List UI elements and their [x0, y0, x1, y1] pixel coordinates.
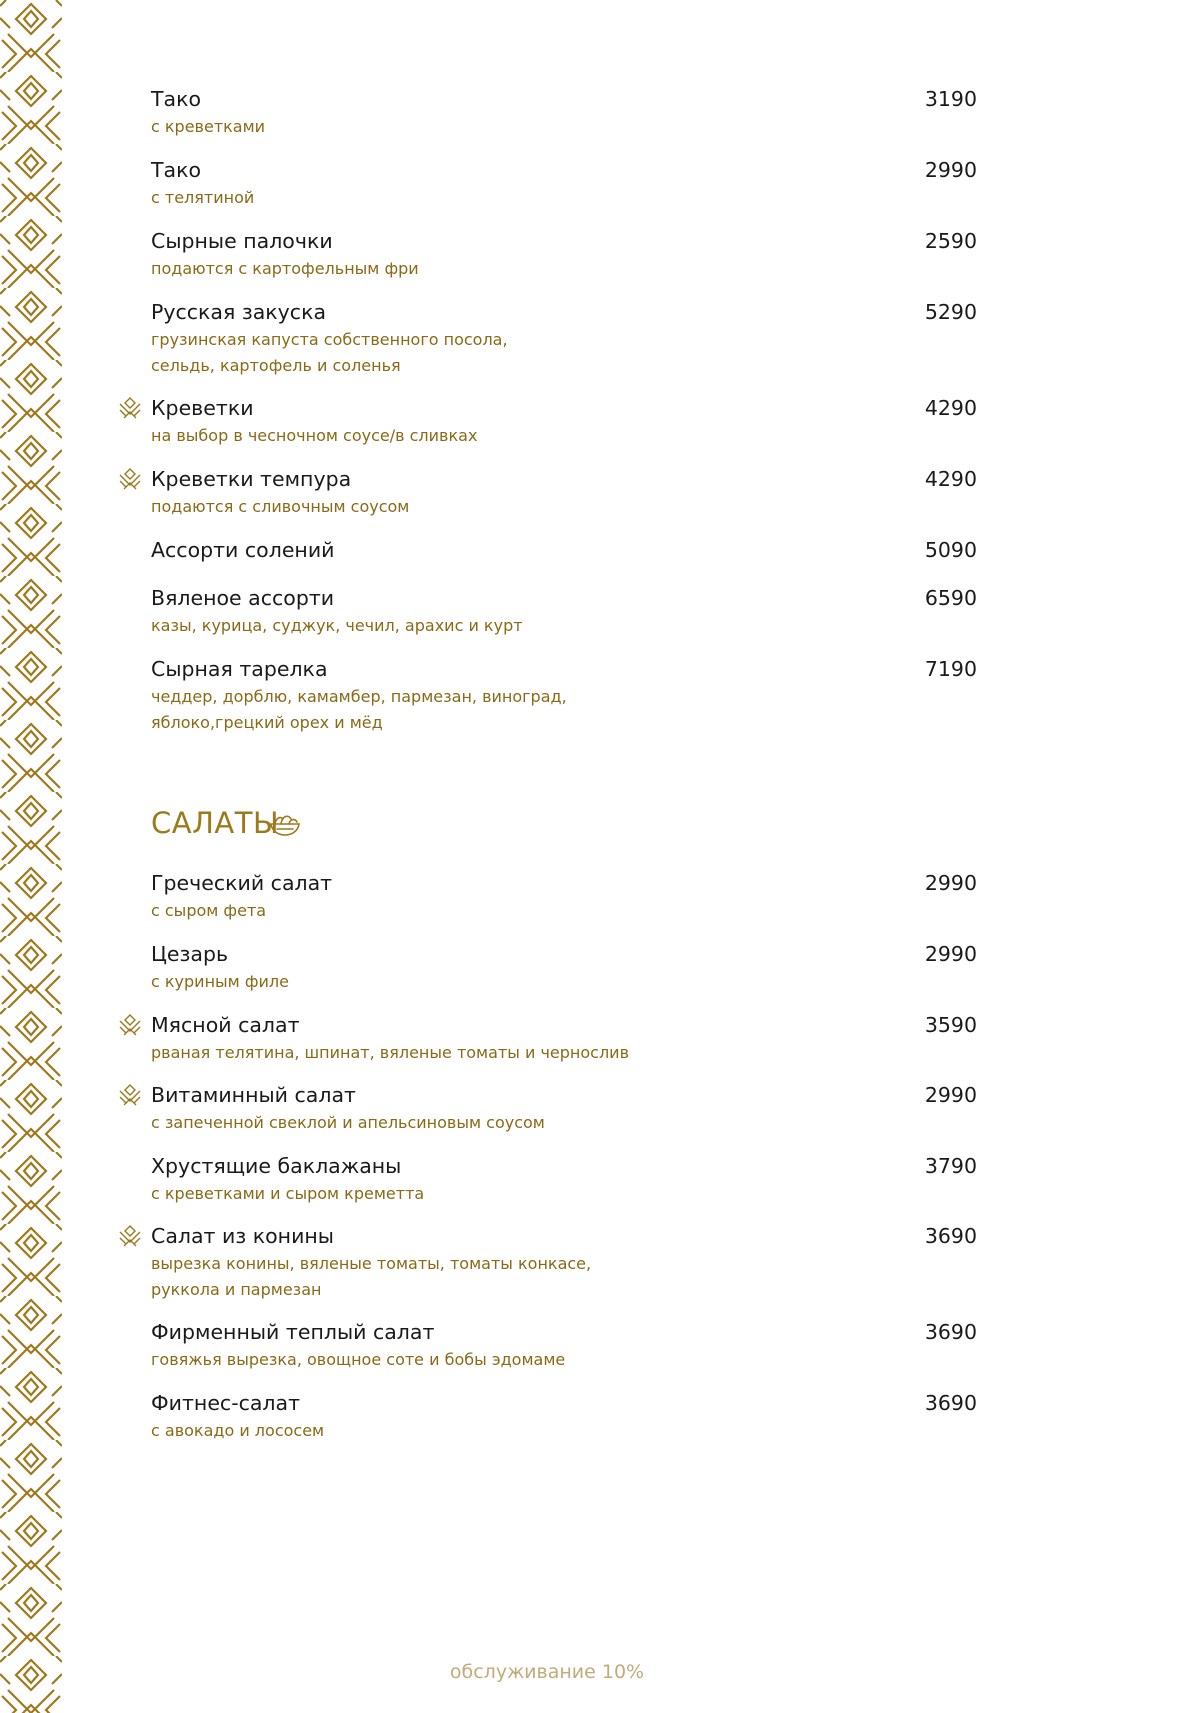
dish-price: 3190	[924, 87, 977, 111]
dish-price: 5290	[924, 300, 977, 324]
salad-bowl-icon	[268, 809, 302, 837]
dish-price: 2990	[924, 158, 977, 182]
signature-dish-icon	[118, 1013, 142, 1037]
dish-name: Витаминный салат	[151, 1083, 356, 1107]
dish-description: казы, курица, суджук, чечил, арахис и курт	[151, 616, 523, 635]
dish-name: Салат из конины	[151, 1224, 334, 1248]
dish-description: с сыром фета	[151, 901, 267, 920]
dish-description: вырезка конины, вяленые томаты, томаты конкасе, руккола и пармезан	[151, 1254, 592, 1299]
dish-price: 7190	[924, 657, 977, 681]
dish-name: Фитнес-салат	[151, 1391, 301, 1415]
dish-description: подаются с сливочным соусом	[151, 497, 410, 516]
signature-dish-icon	[118, 1224, 142, 1248]
dish-name: Креветки темпура	[151, 467, 352, 491]
dish-description: с куриным филе	[151, 972, 289, 991]
dish-name: Сырная тарелка	[151, 657, 328, 681]
dish-price: 3790	[924, 1154, 977, 1178]
dish-name: Тако	[151, 87, 202, 111]
dish-name: Фирменный теплый салат	[151, 1320, 435, 1344]
dish-price: 3590	[924, 1013, 977, 1037]
dish-description: с запеченной свеклой и апельсиновым соусом	[151, 1113, 545, 1132]
dish-description: чеддер, дорблю, камамбер, пармезан, виноград, яблоко,грецкий орех и мёд	[151, 687, 567, 732]
dish-price: 3690	[924, 1391, 977, 1415]
dish-name: Русская закуска	[151, 300, 327, 324]
signature-dish-icon	[118, 1083, 142, 1107]
dish-description: рваная телятина, шпинат, вяленые томаты и чернослив	[151, 1043, 630, 1062]
dish-description: с креветками и сыром креметта	[151, 1184, 425, 1203]
dish-price: 3690	[924, 1320, 977, 1344]
dish-price: 2590	[924, 229, 977, 253]
signature-dish-icon	[118, 396, 142, 420]
service-charge-text: обслуживание 10%	[449, 1661, 645, 1683]
signature-dish-icon	[118, 467, 142, 491]
dish-name: Тако	[151, 158, 202, 182]
dish-description: с авокадо и лососем	[151, 1421, 325, 1440]
dish-name: Хрустящие баклажаны	[151, 1154, 402, 1178]
dish-name: Греческий салат	[151, 871, 333, 895]
dish-name: Креветки	[151, 396, 254, 420]
dish-name: Вяленое ассорти	[151, 586, 335, 610]
dish-price: 2990	[924, 1083, 977, 1107]
dish-price: 4290	[924, 467, 977, 491]
dish-price: 4290	[924, 396, 977, 420]
service-charge-note	[0, 1661, 1182, 1683]
dish-name: Ассорти солений	[151, 538, 335, 562]
section-title-salads: САЛАТЫ	[151, 806, 280, 840]
dish-price: 3690	[924, 1224, 977, 1248]
ornament-border	[0, 0, 62, 1713]
dish-name: Мясной салат	[151, 1013, 300, 1037]
dish-description: с телятиной	[151, 188, 255, 207]
dish-name: Сырные палочки	[151, 229, 333, 253]
dish-price: 6590	[924, 586, 977, 610]
dish-name: Цезарь	[151, 942, 229, 966]
dish-price: 2990	[924, 942, 977, 966]
dish-price: 5090	[924, 538, 977, 562]
dish-description: грузинская капуста собственного посола, сельдь, картофель и соленья	[151, 330, 508, 375]
dish-price: 2990	[924, 871, 977, 895]
dish-description: на выбор в чесночном соусе/в сливках	[151, 426, 478, 445]
dish-description: с креветками	[151, 117, 266, 136]
dish-description: говяжья вырезка, овощное соте и бобы эдомаме	[151, 1350, 566, 1369]
dish-description: подаются с картофельным фри	[151, 259, 419, 278]
